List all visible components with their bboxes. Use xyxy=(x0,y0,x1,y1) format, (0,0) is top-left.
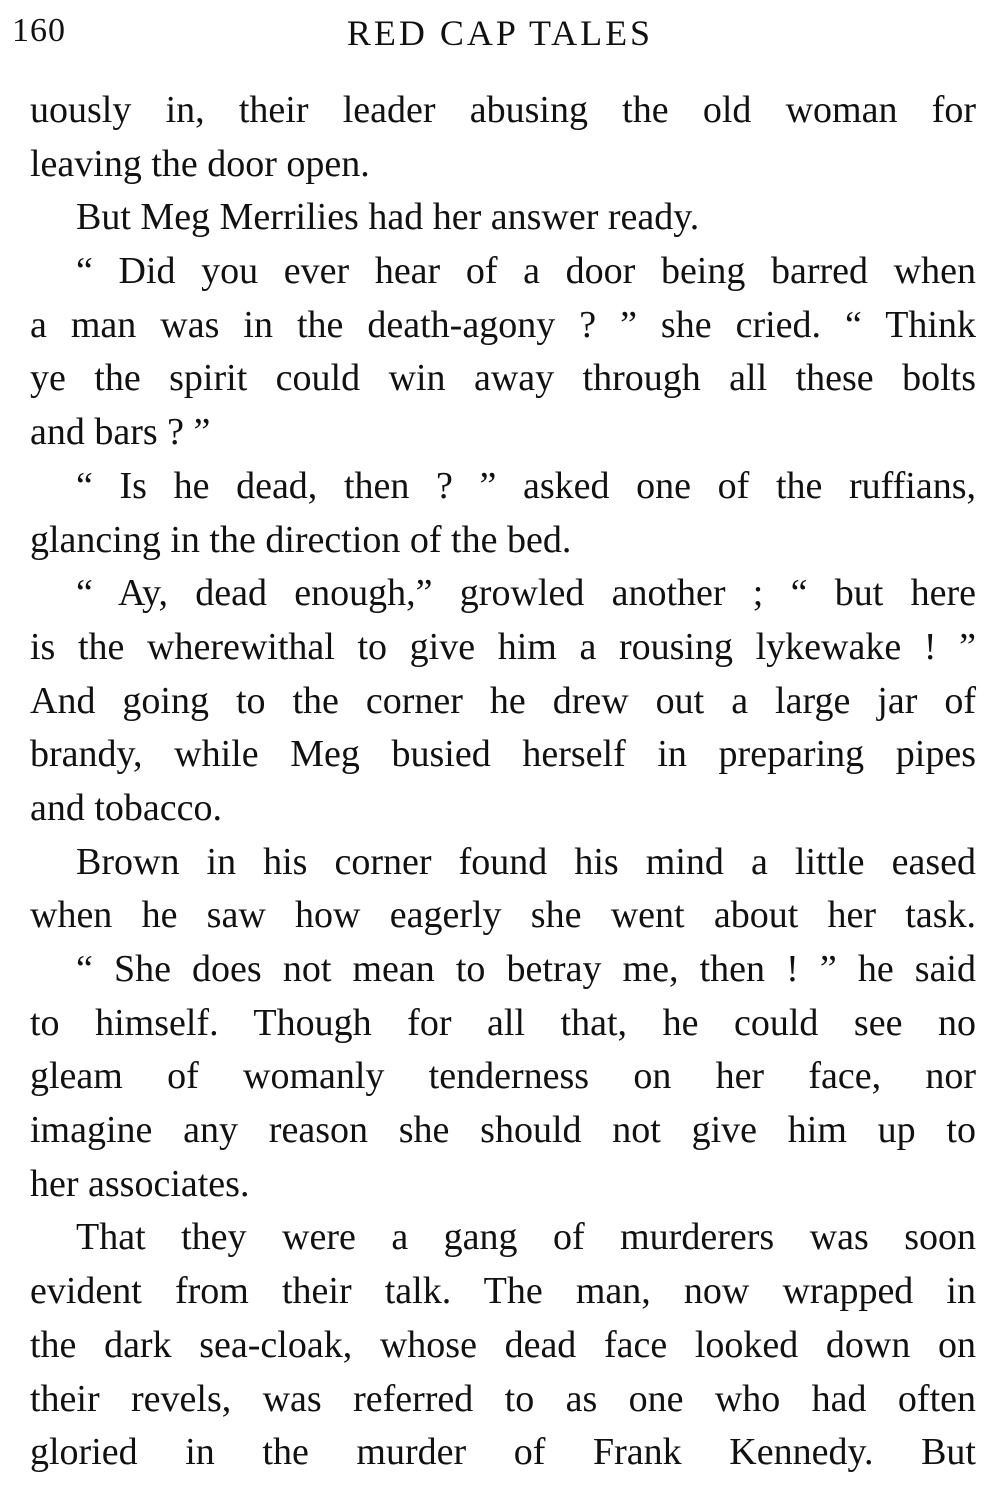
text-line: to himself. Though for all that, he could see no xyxy=(30,1001,976,1044)
text-line: gleam of womanly tenderness on her face, nor xyxy=(30,1055,976,1098)
body-text xyxy=(30,84,976,1480)
text-line: brandy, while Meg busied herself in preparing pipes xyxy=(30,733,976,776)
text-line: her associates. xyxy=(30,1162,250,1205)
text-line: the dark sea-cloak, whose dead face looked down on xyxy=(30,1323,976,1366)
text-line: “ Is he dead, then ? ” asked one of the ruffians, xyxy=(76,464,976,507)
text-line: glancing in the direction of the bed. xyxy=(30,518,572,561)
text-line: “ Did you ever hear of a door being barred when xyxy=(76,250,976,293)
text-line: and tobacco. xyxy=(30,786,223,829)
text-line: “ Ay, dead enough,” growled another ; “ but here xyxy=(76,572,976,615)
text-line: “ She does not mean to betray me, then ! ” he said xyxy=(76,948,976,990)
text-line: imagine any reason she should not give him up to xyxy=(30,1109,976,1152)
text-line: Brown in his corner found his mind a little eased xyxy=(76,840,976,883)
text-line: uously in, their leader abusing the old woman for xyxy=(30,89,976,131)
text-line: leaving the door open. xyxy=(30,142,370,185)
text-line: a man was in the death-agony ? ” she cried. “ Think xyxy=(30,303,976,346)
text-line: ye the spirit could win away through all these bolts xyxy=(30,357,976,400)
text-line: is the wherewithal to give him a rousing lykewake ! ” xyxy=(30,625,976,668)
text-line: But Meg Merrilies had her answer ready. xyxy=(76,196,700,239)
text-line: And going to the corner he drew out a large jar of xyxy=(30,679,976,722)
text-line: when he saw how eagerly she went about her task. xyxy=(30,894,976,937)
page-header xyxy=(0,4,1000,64)
text-line: evident from their talk. The man, now wrapped in xyxy=(30,1270,976,1313)
text-line: That they were a gang of murderers was soon xyxy=(76,1216,976,1259)
page-number: 160 xyxy=(12,12,66,49)
running-title: RED CAP TALES xyxy=(346,13,654,53)
text-line: gloried in the murder of Frank Kennedy. But xyxy=(30,1431,976,1474)
text-line: and bars ? ” xyxy=(30,411,211,454)
text-line: their revels, was referred to as one who had often xyxy=(30,1377,976,1420)
